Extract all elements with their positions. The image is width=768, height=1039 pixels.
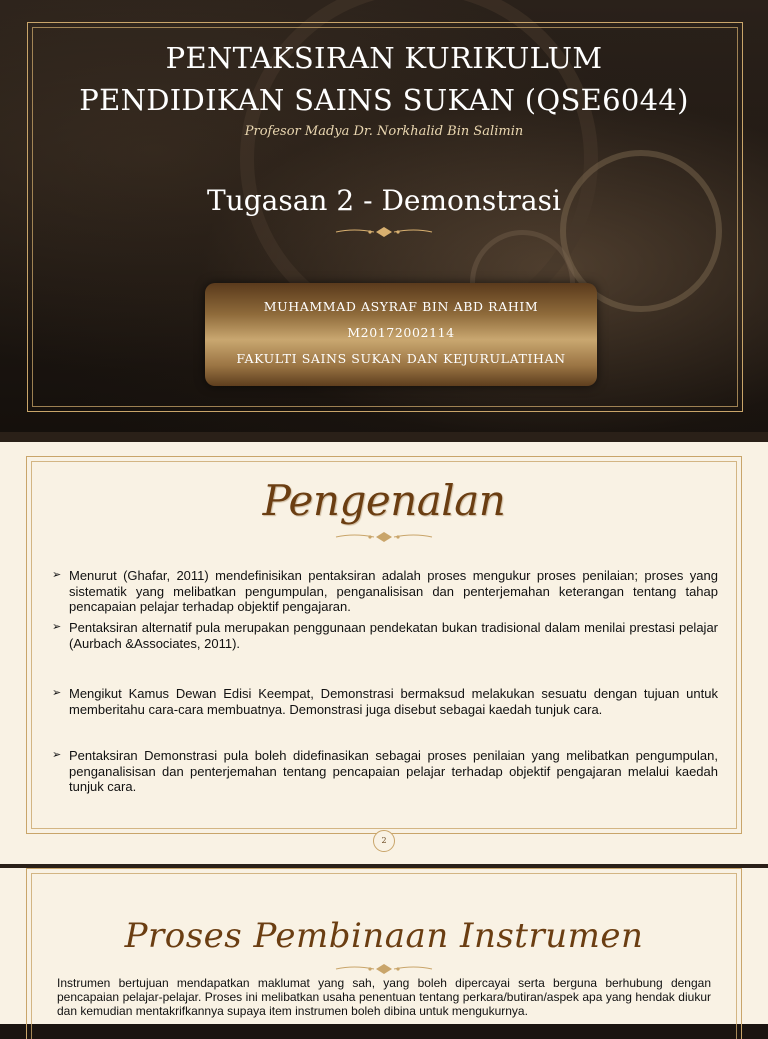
student-info-plate <box>205 283 597 386</box>
bullet-text: Pentaksiran alternatif pula merupakan penggunaan pendekatan bukan tradisional dalam menilai prestasi pelajar (Aurbach &Associates, 2011). <box>69 620 718 651</box>
slide-title: Proses Pembinaan Instrumen <box>124 916 644 956</box>
ornament-divider-icon <box>334 962 434 976</box>
course-title-line1: PENTAKSIRAN KURIKULUM <box>165 41 603 75</box>
list-item <box>52 686 718 717</box>
faculty-name: FAKULTI SAINS SUKAN DAN KEJURULATIHAN <box>236 351 566 366</box>
arrow-bullet-icon: ➢ <box>52 621 62 633</box>
lecturer-name: Profesor Madya Dr. Norkhalid Bin Salimin <box>244 124 524 139</box>
introduction-slide <box>0 442 768 864</box>
title-slide <box>0 0 768 432</box>
slide-title: Pengenalan <box>262 476 506 525</box>
ornament-divider-icon <box>334 530 434 544</box>
arrow-bullet-icon: ➢ <box>52 569 62 581</box>
page-number: 2 <box>373 830 395 852</box>
list-item <box>52 620 718 651</box>
list-item <box>52 568 718 615</box>
bullet-text: Menurut (Ghafar, 2011) mendefinisikan pentaksiran adalah proses mengukur proses penilaian; proses yang sistematik yang melibatkan pengumpulan, penganalisisan dan penterjemahan keterangan tentang tahap pencapaian pelajar terhadap objektif pengajaran. <box>69 568 718 614</box>
arrow-bullet-icon: ➢ <box>52 749 62 761</box>
student-id: M20172002114 <box>347 325 455 340</box>
instrument-process-slide <box>0 868 768 1024</box>
list-item <box>52 748 718 795</box>
bullet-text: Mengikut Kamus Dewan Edisi Keempat, Demonstrasi bermaksud melakukan sesuatu dengan tujuan untuk memberitahu cara-cara membuatnya. Demonstrasi juga disebut sebagai kaedah tunjuk cara. <box>69 686 718 717</box>
ornament-divider-icon <box>334 225 434 239</box>
student-name: MUHAMMAD ASYRAF BIN ABD RAHIM <box>263 299 539 314</box>
arrow-bullet-icon: ➢ <box>52 687 62 699</box>
bullet-text: Pentaksiran Demonstrasi pula boleh didefinasikan sebagai proses penilaian yang melibatkan pengumpulan, penganalisisan dan penterjemahan tentang pencapaian pelajar terhadap objektif pengajaran melalui kaedah tunjuk cara. <box>69 748 718 794</box>
slide-separator <box>0 432 768 442</box>
course-title-line2: PENDIDIKAN SAINS SUKAN (QSE6044) <box>79 83 689 117</box>
assignment-title: Tugasan 2 - Demonstrasi <box>207 184 561 217</box>
slide-paragraph: Instrumen bertujuan mendapatkan maklumat yang sah, yang boleh dipercayai serta berguna berhubung dengan pencapaian pelajar-pelajar. Proses ini melibatkan usaha penentuan tentang perkara/butiran/aspek apa yang hendak diukur dan kemudian mentakrifkannya supaya item instrumen boleh dibina untuk mengukurnya. <box>57 976 711 1018</box>
